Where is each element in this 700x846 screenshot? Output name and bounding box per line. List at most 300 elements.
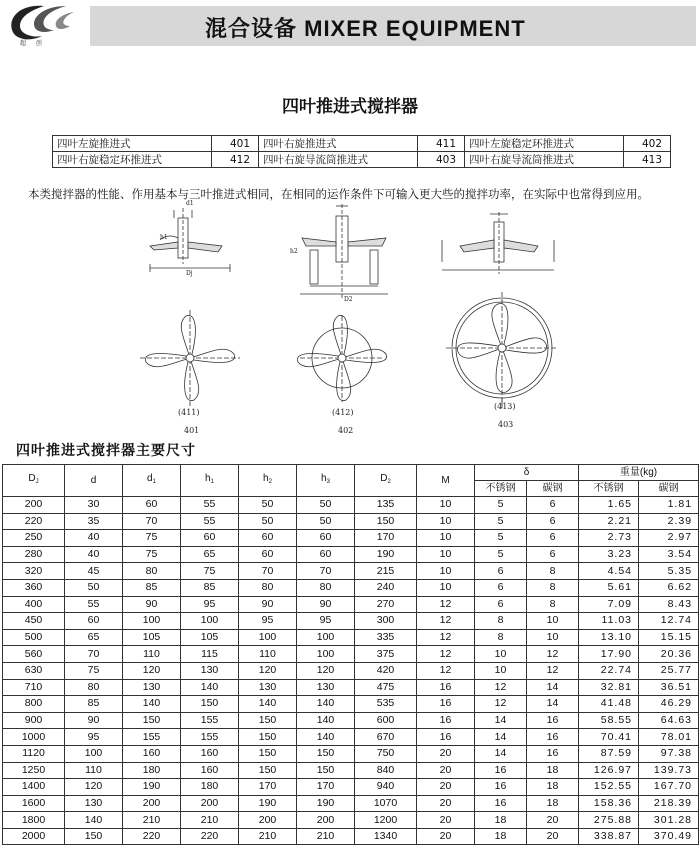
- cell-delta-carbon: 6: [527, 546, 579, 563]
- type-code: 412: [212, 152, 259, 168]
- cell-weight-stainless: 4.54: [579, 563, 639, 580]
- type-code: 402: [624, 136, 671, 152]
- cell-h3: 80: [297, 579, 355, 596]
- cell-d2: 190: [355, 546, 417, 563]
- cell-d: 95: [65, 729, 123, 746]
- cell-d1: 85: [123, 579, 181, 596]
- cell-h3: 60: [297, 530, 355, 547]
- table-row: [3, 745, 699, 762]
- cell-d1: 220: [123, 828, 181, 845]
- cell-m: 16: [417, 679, 475, 696]
- cell-d2: 670: [355, 729, 417, 746]
- cell-weight-stainless: 2.73: [579, 530, 639, 547]
- col-header-h3: $h_3$: [297, 465, 355, 497]
- col-header-weight-stainless: 不锈钢: [579, 481, 639, 497]
- cell-dj: 710: [3, 679, 65, 696]
- page-title: 四叶推进式搅拌器: [282, 97, 418, 116]
- drawing-caption: 402: [338, 426, 354, 435]
- cell-dj: 1120: [3, 745, 65, 762]
- cell-weight-carbon: 64.63: [639, 712, 699, 729]
- cell-d: 120: [65, 779, 123, 796]
- cell-m: 10: [417, 546, 475, 563]
- dim-label: Dj: [186, 270, 193, 277]
- dim-label: D2: [344, 296, 353, 303]
- cell-weight-carbon: 370.49: [639, 828, 699, 845]
- cell-d1: 130: [123, 679, 181, 696]
- table-row: [3, 629, 699, 646]
- cell-d: 45: [65, 563, 123, 580]
- cell-delta-stainless: 6: [475, 596, 527, 613]
- cell-d1: 110: [123, 646, 181, 663]
- cell-d2: 170: [355, 530, 417, 547]
- table-row: [3, 779, 699, 796]
- cell-delta-stainless: 14: [475, 712, 527, 729]
- cell-weight-stainless: 58.55: [579, 712, 639, 729]
- drawing-caption: (413): [494, 402, 516, 411]
- col-header-d: d: [65, 465, 123, 497]
- cell-d: 140: [65, 812, 123, 829]
- cell-d: 85: [65, 696, 123, 713]
- cell-d: 80: [65, 679, 123, 696]
- type-name: 四叶右旋推进式: [259, 136, 418, 152]
- cell-dj: 360: [3, 579, 65, 596]
- cell-dj: 400: [3, 596, 65, 613]
- cell-delta-stainless: 18: [475, 812, 527, 829]
- cell-delta-carbon: 8: [527, 579, 579, 596]
- cell-weight-carbon: 8.43: [639, 596, 699, 613]
- cell-dj: 1250: [3, 762, 65, 779]
- cell-d1: 90: [123, 596, 181, 613]
- cell-d: 75: [65, 662, 123, 679]
- table-row: [3, 812, 699, 829]
- table-row: [3, 729, 699, 746]
- cell-delta-stainless: 12: [475, 679, 527, 696]
- cell-weight-carbon: 97.38: [639, 745, 699, 762]
- cell-delta-stainless: 5: [475, 513, 527, 530]
- table-row: [3, 596, 699, 613]
- table-row: [3, 762, 699, 779]
- cell-delta-carbon: 16: [527, 745, 579, 762]
- cell-d2: 420: [355, 662, 417, 679]
- cell-h3: 170: [297, 779, 355, 796]
- cell-m: 12: [417, 596, 475, 613]
- cell-d2: 270: [355, 596, 417, 613]
- type-code-table: [52, 135, 671, 168]
- cell-h3: 130: [297, 679, 355, 696]
- cell-h2: 60: [239, 530, 297, 547]
- cell-d1: 200: [123, 795, 181, 812]
- col-header-d1: $d_1$: [123, 465, 181, 497]
- top-view-412-icon: [297, 315, 386, 402]
- cell-h1: 200: [181, 795, 239, 812]
- cell-delta-carbon: 16: [527, 729, 579, 746]
- cell-delta-carbon: 18: [527, 795, 579, 812]
- cell-delta-carbon: 12: [527, 646, 579, 663]
- cell-m: 10: [417, 579, 475, 596]
- cell-dj: 2000: [3, 828, 65, 845]
- cell-m: 12: [417, 662, 475, 679]
- table-row: [3, 828, 699, 845]
- cell-h3: 200: [297, 812, 355, 829]
- cell-d: 40: [65, 530, 123, 547]
- cell-d1: 180: [123, 762, 181, 779]
- cell-delta-carbon: 8: [527, 596, 579, 613]
- cell-weight-carbon: 2.97: [639, 530, 699, 547]
- type-code: 411: [418, 136, 465, 152]
- dim-label: d1: [186, 200, 194, 207]
- drawing-caption: (412): [332, 408, 354, 417]
- cell-weight-stainless: 11.03: [579, 613, 639, 630]
- cell-h1: 55: [181, 497, 239, 514]
- table-row: [3, 563, 699, 580]
- cell-weight-carbon: 6.62: [639, 579, 699, 596]
- cell-d: 65: [65, 629, 123, 646]
- top-view-411-icon: [140, 310, 240, 408]
- type-row: [53, 136, 671, 152]
- cell-delta-stainless: 18: [475, 828, 527, 845]
- logo-caption: 超 创: [20, 40, 46, 47]
- cell-d2: 600: [355, 712, 417, 729]
- cell-weight-stainless: 152.55: [579, 779, 639, 796]
- cell-delta-carbon: 6: [527, 530, 579, 547]
- table-title: 四叶推进式搅拌器主要尺寸: [16, 443, 196, 459]
- cell-delta-carbon: 12: [527, 662, 579, 679]
- cell-d2: 840: [355, 762, 417, 779]
- cell-h2: 200: [239, 812, 297, 829]
- cell-weight-stainless: 5.61: [579, 579, 639, 596]
- cell-weight-carbon: 36.51: [639, 679, 699, 696]
- cell-h3: 120: [297, 662, 355, 679]
- cell-dj: 280: [3, 546, 65, 563]
- cell-m: 12: [417, 613, 475, 630]
- cell-h3: 100: [297, 646, 355, 663]
- cell-delta-carbon: 20: [527, 828, 579, 845]
- cell-h3: 140: [297, 712, 355, 729]
- cell-h3: 95: [297, 613, 355, 630]
- top-view-413-icon: [446, 292, 558, 408]
- cell-d: 100: [65, 745, 123, 762]
- cell-d2: 135: [355, 497, 417, 514]
- cell-d2: 535: [355, 696, 417, 713]
- table-row: [3, 497, 699, 514]
- cell-weight-carbon: 139.73: [639, 762, 699, 779]
- cell-d: 90: [65, 712, 123, 729]
- cell-h3: 70: [297, 563, 355, 580]
- cell-h2: 150: [239, 729, 297, 746]
- cell-dj: 800: [3, 696, 65, 713]
- type-row: [53, 152, 671, 168]
- cell-m: 12: [417, 646, 475, 663]
- cell-delta-stainless: 5: [475, 546, 527, 563]
- table-row: [3, 646, 699, 663]
- cell-d: 50: [65, 579, 123, 596]
- cell-delta-carbon: 14: [527, 696, 579, 713]
- cell-d2: 750: [355, 745, 417, 762]
- cell-h2: 150: [239, 762, 297, 779]
- cell-m: 16: [417, 729, 475, 746]
- cell-weight-carbon: 15.15: [639, 629, 699, 646]
- cell-m: 10: [417, 530, 475, 547]
- cell-dj: 900: [3, 712, 65, 729]
- cell-h3: 140: [297, 729, 355, 746]
- cell-dj: 250: [3, 530, 65, 547]
- col-header-h1: $h_1$: [181, 465, 239, 497]
- cell-weight-stainless: 32.81: [579, 679, 639, 696]
- cell-h2: 60: [239, 546, 297, 563]
- cell-h1: 220: [181, 828, 239, 845]
- cell-delta-carbon: 6: [527, 497, 579, 514]
- cell-delta-stainless: 10: [475, 646, 527, 663]
- cell-weight-stainless: 17.90: [579, 646, 639, 663]
- dim-label: h1: [160, 234, 168, 241]
- cell-dj: 200: [3, 497, 65, 514]
- technical-drawings: [130, 198, 580, 438]
- col-header-d2: $D_2$: [355, 465, 417, 497]
- side-view-412-icon: [300, 204, 388, 298]
- cell-h2: 210: [239, 828, 297, 845]
- cell-h3: 140: [297, 696, 355, 713]
- cell-delta-stainless: 5: [475, 530, 527, 547]
- cell-dj: 560: [3, 646, 65, 663]
- col-header-weight: 重量(kg): [579, 465, 699, 481]
- cell-d: 40: [65, 546, 123, 563]
- table-header-row: [3, 465, 699, 481]
- cell-h3: 150: [297, 762, 355, 779]
- cell-dj: 500: [3, 629, 65, 646]
- cell-weight-carbon: 20.36: [639, 646, 699, 663]
- cell-d1: 155: [123, 729, 181, 746]
- type-name: 四叶左旋推进式: [53, 136, 212, 152]
- cell-delta-stainless: 14: [475, 729, 527, 746]
- cell-d1: 120: [123, 662, 181, 679]
- table-row: [3, 662, 699, 679]
- table-row: [3, 712, 699, 729]
- col-header-delta-stainless: 不锈钢: [475, 481, 527, 497]
- cell-h2: 140: [239, 696, 297, 713]
- cell-h2: 120: [239, 662, 297, 679]
- cell-d1: 150: [123, 712, 181, 729]
- cell-h1: 180: [181, 779, 239, 796]
- cell-h2: 70: [239, 563, 297, 580]
- cell-delta-stainless: 8: [475, 613, 527, 630]
- cell-delta-carbon: 20: [527, 812, 579, 829]
- cell-weight-stainless: 158.36: [579, 795, 639, 812]
- cell-d1: 75: [123, 530, 181, 547]
- cell-h1: 160: [181, 745, 239, 762]
- cell-h1: 75: [181, 563, 239, 580]
- cell-weight-stainless: 41.48: [579, 696, 639, 713]
- cell-d: 35: [65, 513, 123, 530]
- cell-dj: 220: [3, 513, 65, 530]
- cell-weight-carbon: 5.35: [639, 563, 699, 580]
- cell-h1: 115: [181, 646, 239, 663]
- cell-weight-carbon: 167.70: [639, 779, 699, 796]
- cell-d1: 100: [123, 613, 181, 630]
- cell-weight-stainless: 126.97: [579, 762, 639, 779]
- cell-h3: 190: [297, 795, 355, 812]
- cell-h1: 155: [181, 712, 239, 729]
- cell-d1: 140: [123, 696, 181, 713]
- table-row: [3, 513, 699, 530]
- col-header-delta-carbon: 碳钢: [527, 481, 579, 497]
- cell-h2: 110: [239, 646, 297, 663]
- type-name: 四叶右旋导流筒推进式: [465, 152, 624, 168]
- cell-m: 16: [417, 696, 475, 713]
- col-header-m: M: [417, 465, 475, 497]
- table-row: [3, 579, 699, 596]
- cell-weight-carbon: 46.29: [639, 696, 699, 713]
- drawing-caption: 401: [184, 426, 200, 435]
- cell-delta-carbon: 10: [527, 613, 579, 630]
- cell-delta-carbon: 10: [527, 629, 579, 646]
- cell-weight-stainless: 70.41: [579, 729, 639, 746]
- dim-label: h2: [290, 248, 298, 255]
- cell-d1: 75: [123, 546, 181, 563]
- cell-h3: 100: [297, 629, 355, 646]
- cell-delta-stainless: 16: [475, 762, 527, 779]
- cell-d1: 80: [123, 563, 181, 580]
- col-header-h2: $h_2$: [239, 465, 297, 497]
- page-header: [0, 0, 700, 52]
- cell-delta-stainless: 10: [475, 662, 527, 679]
- cell-h3: 150: [297, 745, 355, 762]
- cell-dj: 1000: [3, 729, 65, 746]
- cell-d1: 160: [123, 745, 181, 762]
- cell-h2: 50: [239, 497, 297, 514]
- cell-dj: 1600: [3, 795, 65, 812]
- cell-d: 30: [65, 497, 123, 514]
- cell-delta-carbon: 16: [527, 712, 579, 729]
- cell-dj: 1400: [3, 779, 65, 796]
- cell-h1: 95: [181, 596, 239, 613]
- cell-h2: 150: [239, 745, 297, 762]
- cell-delta-carbon: 6: [527, 513, 579, 530]
- cell-h1: 85: [181, 579, 239, 596]
- col-header-weight-carbon: 碳钢: [639, 481, 699, 497]
- cell-m: 20: [417, 762, 475, 779]
- cell-m: 20: [417, 828, 475, 845]
- cell-delta-stainless: 6: [475, 563, 527, 580]
- cell-h1: 55: [181, 513, 239, 530]
- cell-m: 12: [417, 629, 475, 646]
- cell-d2: 1340: [355, 828, 417, 845]
- cell-d: 60: [65, 613, 123, 630]
- cell-dj: 630: [3, 662, 65, 679]
- drawing-caption: (411): [178, 408, 200, 417]
- cell-d2: 1070: [355, 795, 417, 812]
- cell-m: 20: [417, 812, 475, 829]
- cell-h1: 210: [181, 812, 239, 829]
- cell-d1: 70: [123, 513, 181, 530]
- table-row: [3, 530, 699, 547]
- cell-weight-stainless: 13.10: [579, 629, 639, 646]
- cell-d: 110: [65, 762, 123, 779]
- col-header-delta: δ: [475, 465, 579, 481]
- cell-h3: 60: [297, 546, 355, 563]
- type-code: 403: [418, 152, 465, 168]
- cell-m: 20: [417, 745, 475, 762]
- cell-dj: 450: [3, 613, 65, 630]
- cell-weight-stainless: 2.21: [579, 513, 639, 530]
- type-code: 413: [624, 152, 671, 168]
- cell-h2: 50: [239, 513, 297, 530]
- table-row: [3, 696, 699, 713]
- cell-weight-carbon: 2.39: [639, 513, 699, 530]
- cell-d: 70: [65, 646, 123, 663]
- cell-h2: 190: [239, 795, 297, 812]
- cell-delta-carbon: 18: [527, 779, 579, 796]
- cell-d2: 475: [355, 679, 417, 696]
- cell-delta-carbon: 14: [527, 679, 579, 696]
- cell-h1: 100: [181, 613, 239, 630]
- cell-h2: 90: [239, 596, 297, 613]
- cell-delta-stainless: 5: [475, 497, 527, 514]
- cell-weight-stainless: 338.87: [579, 828, 639, 845]
- type-name: 四叶右旋稳定环推进式: [53, 152, 212, 168]
- table-row: [3, 546, 699, 563]
- cell-weight-carbon: 301.28: [639, 812, 699, 829]
- type-name: 四叶左旋稳定环推进式: [465, 136, 624, 152]
- cell-delta-carbon: 8: [527, 563, 579, 580]
- cell-h1: 140: [181, 679, 239, 696]
- cell-h1: 60: [181, 530, 239, 547]
- cell-d2: 150: [355, 513, 417, 530]
- cell-d2: 1200: [355, 812, 417, 829]
- type-name: 四叶右旋导流筒推进式: [259, 152, 418, 168]
- cell-m: 10: [417, 563, 475, 580]
- drawing-caption: 403: [498, 420, 514, 429]
- cell-m: 20: [417, 779, 475, 796]
- cell-d2: 335: [355, 629, 417, 646]
- cell-h1: 65: [181, 546, 239, 563]
- cell-h3: 50: [297, 513, 355, 530]
- cell-weight-stainless: 7.09: [579, 596, 639, 613]
- cell-h1: 155: [181, 729, 239, 746]
- cell-h3: 210: [297, 828, 355, 845]
- cell-weight-carbon: 1.81: [639, 497, 699, 514]
- cell-d: 55: [65, 596, 123, 613]
- cell-weight-stainless: 22.74: [579, 662, 639, 679]
- cell-h2: 95: [239, 613, 297, 630]
- cell-delta-stainless: 6: [475, 579, 527, 596]
- cell-dj: 320: [3, 563, 65, 580]
- table-row: [3, 679, 699, 696]
- cell-weight-stainless: 275.88: [579, 812, 639, 829]
- cell-d2: 215: [355, 563, 417, 580]
- cell-m: 16: [417, 712, 475, 729]
- cell-delta-stainless: 16: [475, 795, 527, 812]
- cell-d2: 240: [355, 579, 417, 596]
- table-row: [3, 795, 699, 812]
- cell-d: 130: [65, 795, 123, 812]
- cell-m: 20: [417, 795, 475, 812]
- cell-dj: 1800: [3, 812, 65, 829]
- cell-h1: 105: [181, 629, 239, 646]
- table-body: [3, 497, 699, 845]
- cell-delta-stainless: 14: [475, 745, 527, 762]
- cell-h2: 170: [239, 779, 297, 796]
- cell-weight-carbon: 12.74: [639, 613, 699, 630]
- cell-d1: 105: [123, 629, 181, 646]
- cell-weight-carbon: 3.54: [639, 546, 699, 563]
- cell-weight-carbon: 25.77: [639, 662, 699, 679]
- cell-weight-stainless: 87.59: [579, 745, 639, 762]
- cell-delta-stainless: 8: [475, 629, 527, 646]
- cell-h3: 90: [297, 596, 355, 613]
- cell-weight-stainless: 1.65: [579, 497, 639, 514]
- cell-h1: 160: [181, 762, 239, 779]
- cell-h2: 150: [239, 712, 297, 729]
